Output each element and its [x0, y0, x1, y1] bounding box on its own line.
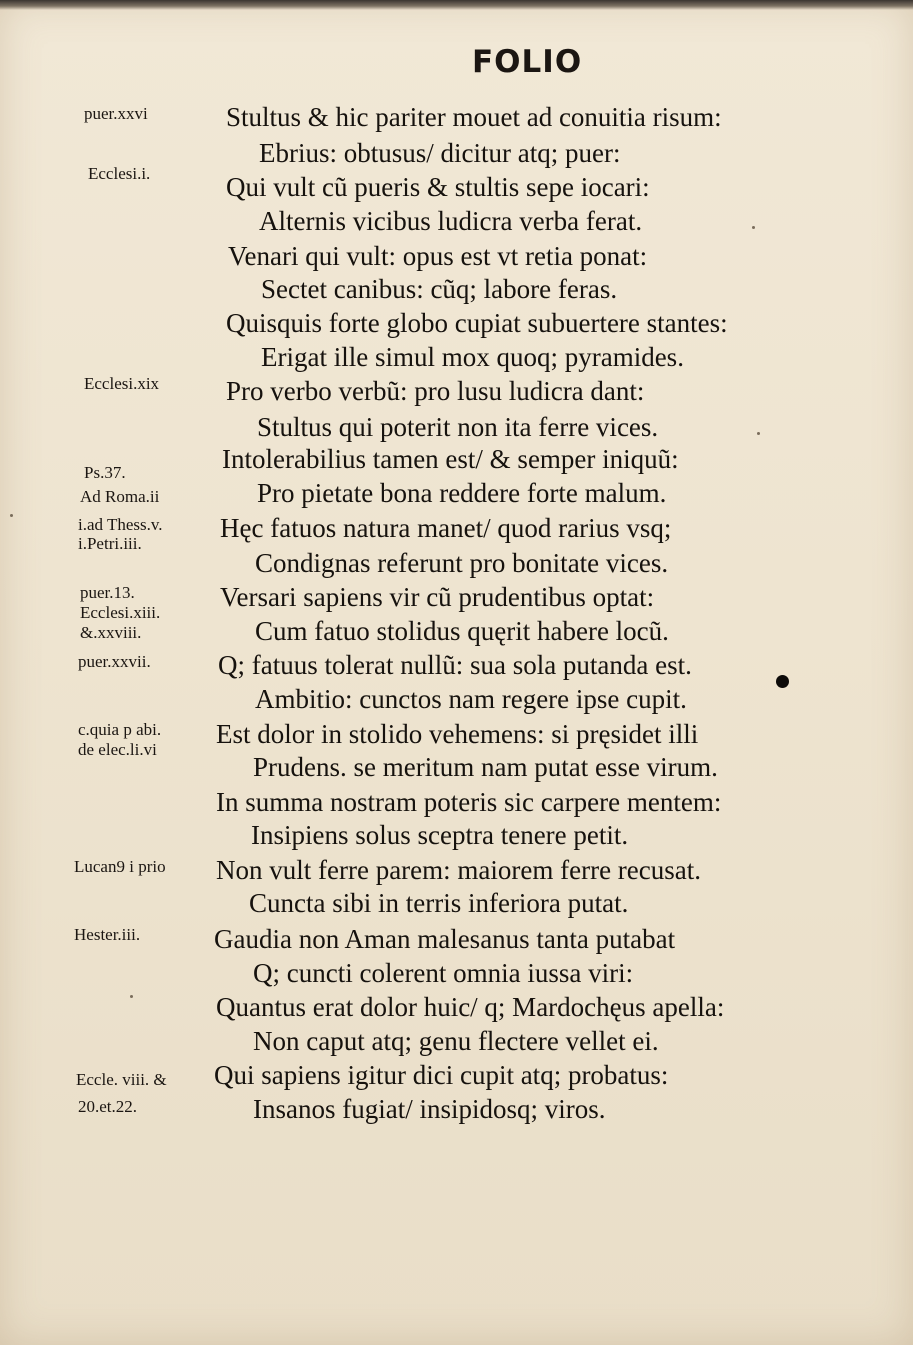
verse-line: Ambitio: cunctos nam regere ipse cupit.: [255, 684, 687, 714]
margin-note: puer.13.: [80, 583, 135, 602]
verse-line: Erigat ille simul mox quoq; pyramides.: [261, 342, 684, 372]
verse-line: Pro verbo verbũ: pro lusu ludicra dant:: [226, 376, 645, 406]
margin-note: Lucan9 i prio: [74, 857, 166, 876]
verse-line: Condignas referunt pro bonitate vices.: [255, 548, 669, 578]
margin-note: Eccle. viii. &: [76, 1070, 167, 1089]
margin-note: &.xxviii.: [80, 623, 142, 642]
paper-speck: [130, 995, 133, 998]
verse-line: Cuncta sibi in terris inferiora putat.: [249, 888, 629, 918]
page-header: [0, 44, 913, 86]
margin-note: Ecclesi.xiii.: [80, 603, 161, 622]
verse-line: Non caput atq; genu flectere vellet ei.: [253, 1026, 659, 1056]
verse-line: Quantus erat dolor huic/ q; Mardochęus apella:: [216, 992, 725, 1022]
paper-speck: [757, 432, 760, 435]
verse-line: Insipiens solus sceptra tenere petit.: [251, 820, 629, 850]
verse-line: Prudens. se meritum nam putat esse virum.: [253, 752, 718, 782]
verse-line: Quisquis forte globo cupiat subuertere stantes:: [226, 308, 728, 338]
margin-note: i.Petri.iii.: [78, 534, 142, 553]
verse-line: Hęc fatuos natura manet/ quod rarius vsq;: [220, 513, 672, 543]
margin-note: Ad Roma.ii: [80, 487, 160, 506]
margin-note: c.quia p abi.: [78, 720, 162, 739]
verse-line: Non vult ferre parem: maiorem ferre recusat.: [216, 855, 702, 885]
paper-speck: [752, 226, 755, 229]
page-top-edge-shadow: [0, 0, 913, 10]
verse-line: Qui sapiens igitur dici cupit atq; probatus:: [214, 1060, 669, 1090]
verse-line: Insanos fugiat/ insipidosq; viros.: [253, 1094, 606, 1124]
verse-line: Stultus & hic pariter mouet ad conuitia risum:: [226, 102, 722, 132]
verse-line: Venari qui vult: opus est vt retia ponat:: [228, 241, 648, 271]
verse-line: Stultus qui poterit non ita ferre vices.: [257, 412, 659, 442]
verse-line: In summa nostram poteris sic carpere mentem:: [216, 787, 722, 817]
margin-note: i.ad Thess.v.: [78, 515, 163, 534]
margin-note: puer.xxvi: [84, 104, 148, 123]
margin-note: Ps.37.: [84, 463, 126, 482]
verse-line: Intolerabilius tamen est/ & semper iniquũ:: [222, 444, 679, 474]
verse-line: Versari sapiens vir cũ prudentibus optat:: [220, 582, 655, 612]
verse-line: Gaudia non Aman malesanus tanta putabat: [214, 924, 676, 954]
verse-line: Q; cuncti colerent omnia iussa viri:: [253, 958, 634, 988]
verse-line: Cum fatuo stolidus quęrit habere locũ.: [255, 616, 669, 646]
margin-note: 20.et.22.: [78, 1097, 138, 1116]
verse-line: Alternis vicibus ludicra verba ferat.: [259, 206, 643, 236]
paper-speck: [10, 514, 13, 517]
margin-note: Hester.iii.: [74, 925, 141, 944]
verse-line: Est dolor in stolido vehemens: si pręsidet illi: [216, 719, 699, 749]
verse-line: Pro pietate bona reddere forte malum.: [257, 478, 667, 508]
ink-blot: [776, 675, 789, 688]
margin-note: Ecclesi.i.: [88, 164, 151, 183]
margin-note: de elec.li.vi: [78, 740, 157, 759]
folio-heading: FOLIO: [472, 44, 583, 80]
margin-note: Ecclesi.xix: [84, 374, 160, 393]
verse-line: Ebrius: obtusus/ dicitur atq; puer:: [259, 138, 621, 168]
verse-line: Qui vult cũ pueris & stultis sepe iocari:: [226, 172, 650, 202]
margin-note: puer.xxvii.: [78, 652, 151, 671]
verse-line: Q; fatuus tolerat nullũ: sua sola putanda est.: [218, 650, 692, 680]
verse-line: Sectet canibus: cũq; labore feras.: [261, 274, 618, 304]
